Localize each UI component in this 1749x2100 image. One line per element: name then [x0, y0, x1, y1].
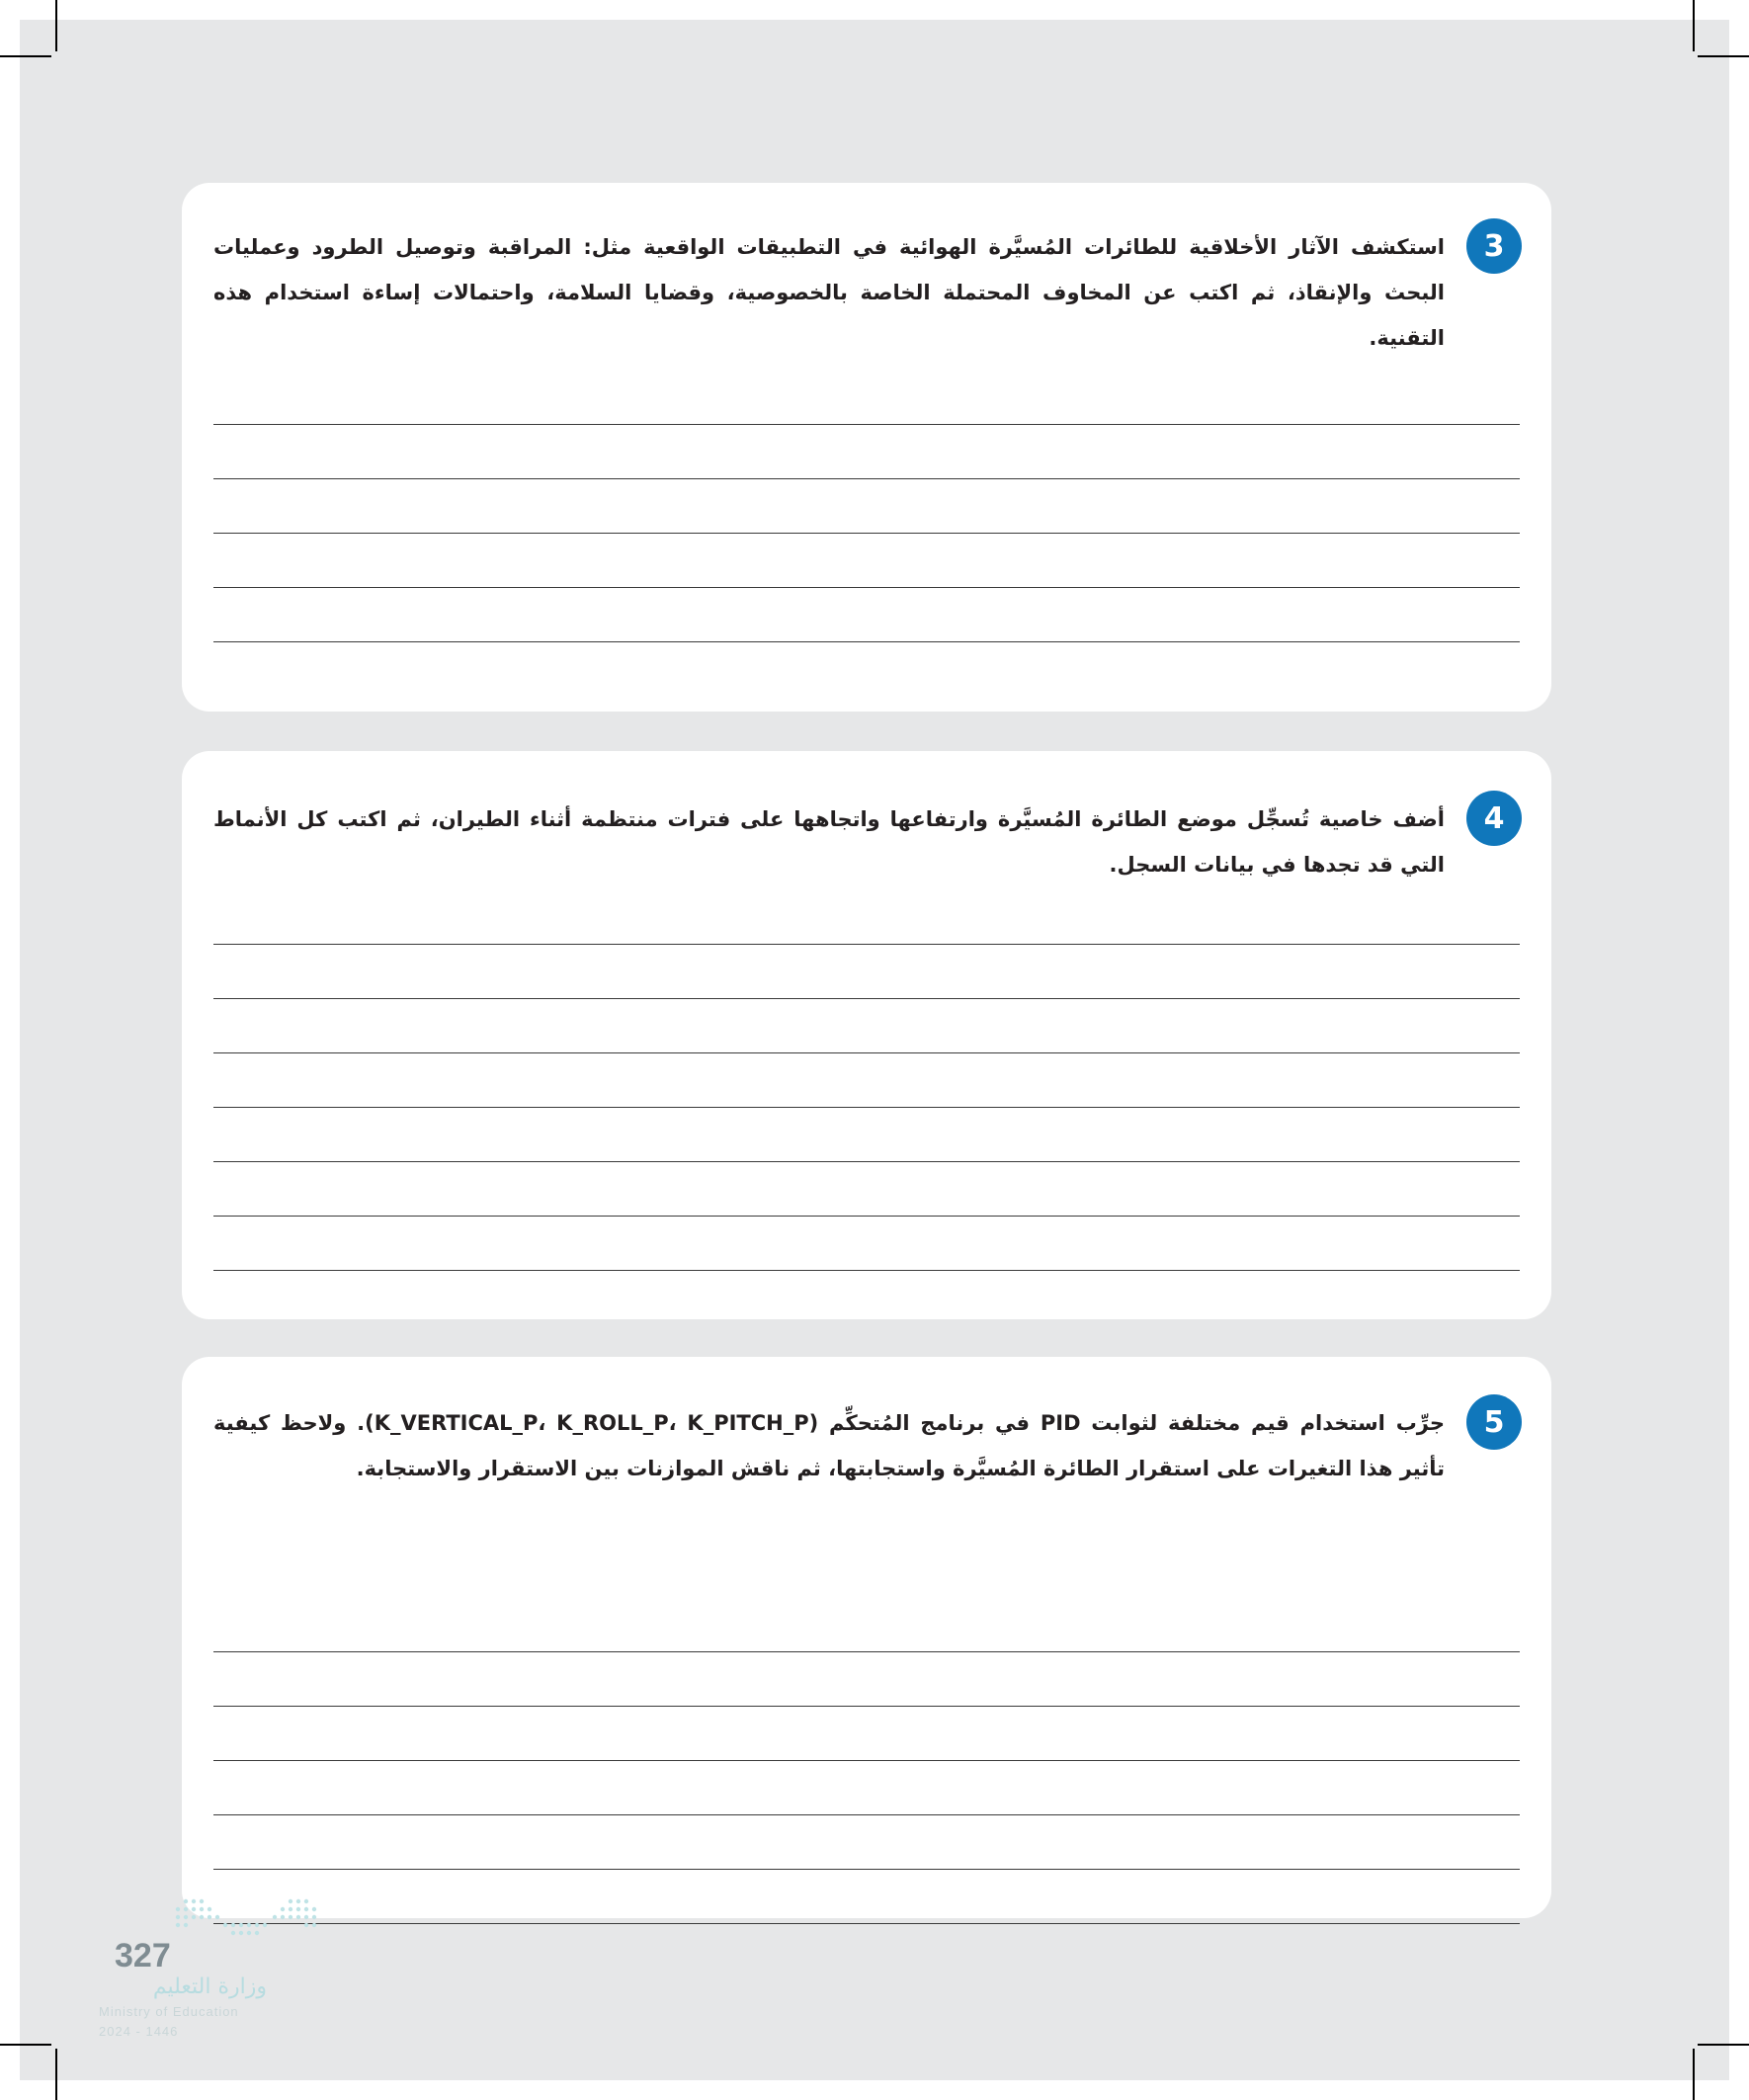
- answer-lines[interactable]: [213, 890, 1520, 1271]
- answer-line[interactable]: [213, 945, 1520, 999]
- answer-line[interactable]: [213, 1707, 1520, 1761]
- answer-line[interactable]: [213, 890, 1520, 945]
- question-card-3: [182, 183, 1551, 712]
- ministry-logo: [97, 1895, 334, 2044]
- answer-lines[interactable]: [213, 371, 1520, 642]
- answer-line[interactable]: [213, 1053, 1520, 1108]
- question-text: جرِّب استخدام قيم مختلفة لثوابت PID في برنامج المُتحكِّم (K_VERTICAL_P، K_ROLL_P، K_PITCH_P). ولاحظ كيفية تأثير هذا التغيرات على استقرار الطائرة المُسيَّرة واستجابتها، ثم ناقش الموازنات بين الاستقرار والاستجابة.: [213, 1411, 1445, 1480]
- answer-line[interactable]: [213, 1598, 1520, 1652]
- answer-line[interactable]: [213, 1652, 1520, 1707]
- answer-line[interactable]: [213, 425, 1520, 479]
- question-number-badge: 5: [1466, 1394, 1522, 1450]
- question-card-5: [182, 1357, 1551, 1918]
- answer-lines[interactable]: [213, 1598, 1520, 1924]
- question-card-4: [182, 751, 1551, 1319]
- crop-mark: [1698, 55, 1749, 57]
- ministry-year: 2024 - 1446: [99, 2024, 179, 2039]
- answer-line[interactable]: [213, 1162, 1520, 1217]
- answer-line[interactable]: [213, 1815, 1520, 1870]
- crop-mark: [1698, 2044, 1749, 2046]
- answer-line[interactable]: [213, 479, 1520, 534]
- answer-line[interactable]: [213, 588, 1520, 642]
- crop-mark: [0, 2044, 51, 2046]
- answer-line[interactable]: [213, 534, 1520, 588]
- crop-mark: [1693, 0, 1695, 51]
- question-number-badge: 3: [1466, 218, 1522, 274]
- answer-line[interactable]: [213, 1870, 1520, 1924]
- answer-line[interactable]: [213, 1217, 1520, 1271]
- answer-line[interactable]: [213, 1108, 1520, 1162]
- answer-line[interactable]: [213, 1761, 1520, 1815]
- ministry-name-arabic: وزارة التعليم: [152, 1974, 267, 1999]
- question-text: أضف خاصية تُسجِّل موضع الطائرة المُسيَّرة وارتفاعها واتجاهها على فترات منتظمة أثناء الطيران، ثم اكتب كل الأنماط التي قد تجدها في بيانات السجل.: [213, 807, 1445, 877]
- crop-mark: [55, 0, 57, 51]
- question-text: استكشف الآثار الأخلاقية للطائرات المُسيَّرة الهوائية في التطبيقات الواقعية مثل: المراقبة وتوصيل الطرود وعمليات البحث والإنقاذ، ثم اكتب عن المخاوف المحتملة الخاصة بالخصوصية، وقضايا السلامة، واحتمالات إساءة استخدام هذه التقنية.: [213, 235, 1445, 350]
- question-number-badge: 4: [1466, 791, 1522, 846]
- answer-line[interactable]: [213, 371, 1520, 425]
- page-number: 327: [115, 1937, 171, 1974]
- answer-line[interactable]: [213, 999, 1520, 1053]
- crop-mark: [1693, 2049, 1695, 2100]
- ministry-logo-dots-icon: [172, 1895, 320, 1945]
- ministry-name-english: Ministry of Education: [99, 2004, 239, 2019]
- crop-mark: [0, 55, 51, 57]
- crop-mark: [55, 2049, 57, 2100]
